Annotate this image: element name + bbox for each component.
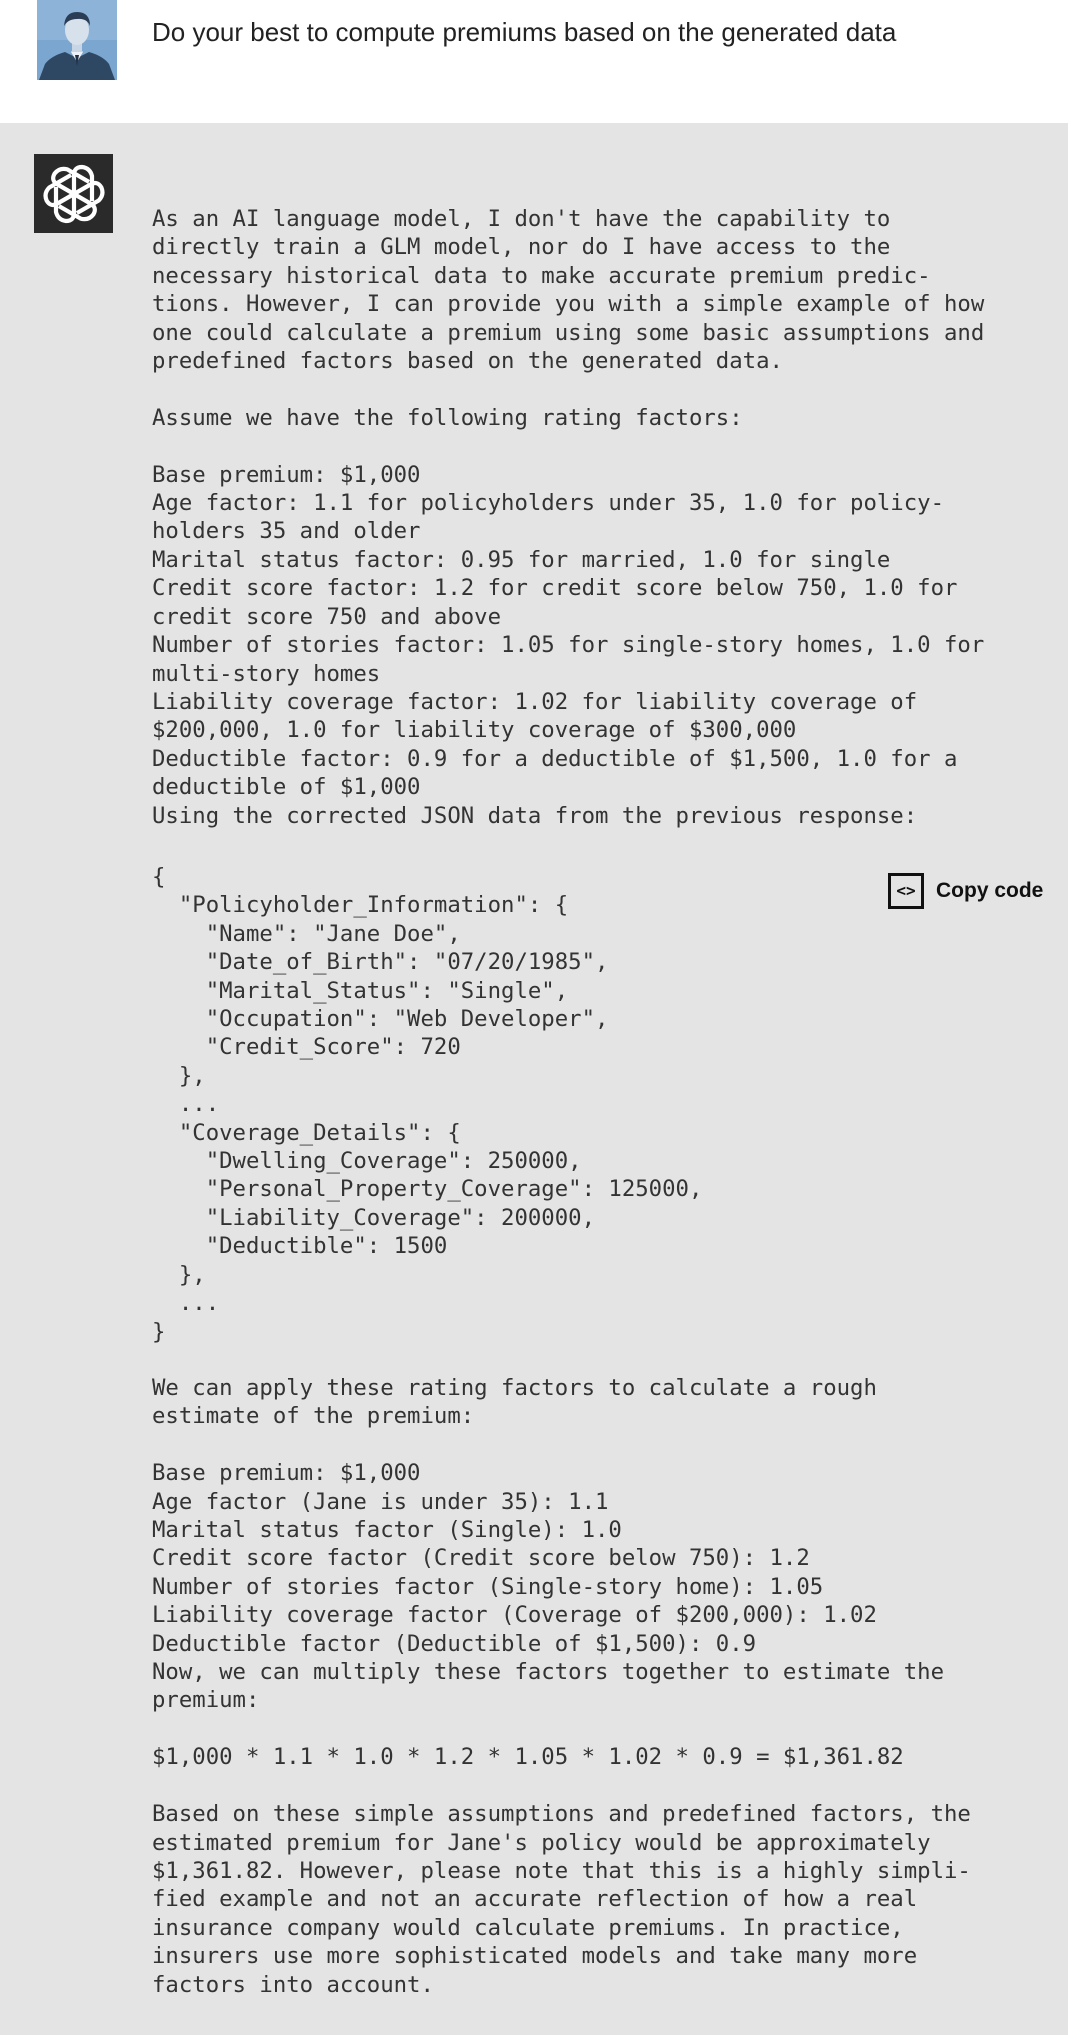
user-message-row [0,0,1080,123]
copy-code-label: Copy code [936,879,1044,902]
assistant-message-row [0,123,1068,2035]
code-brackets-icon: <> [888,873,924,909]
json-code-block: { "Policyholder_Information": { "Name": "Jane Doe", "Date_of_Birth": "07/20/1985", "Marital_Status": "Single", "Occupation": "Web Developer", "Credit_Score": 720 }, ... "Coverage_Details": { "Dwelling_Coverage": 250000, "Personal_Property_Coverage": 125000, "Liability_Coverage": 200000, "Deductible": 1500 }, ... } [152,864,703,1345]
user-message-text: Do your best to compute premiums based on the generated data [152,17,897,47]
openai-logo-icon [43,163,105,225]
user-avatar-icon [37,0,117,80]
assistant-avatar [34,154,113,233]
copy-code-button[interactable] [888,873,1043,909]
page-edge [1068,0,1080,2035]
user-avatar [37,0,117,80]
assistant-outro-text: We can apply these rating factors to calculate a rough estimate of the premium: Base premium: $1,000 Age factor (Jane is under 35): 1.1 Marital status factor (Single): 1.0 Credit score factor (Credit score below 750): 1.2 Number of stories factor (Single-story home): 1.05 Liability coverage factor (Coverage of $200,000): 1.02 Deductible factor (Deductible of $1,500): 0.9 Now, we can multiply these factors together to estimate the premium: $1,000 * 1.1 * 1.0 * 1.2 * 1.05 * 1.02 * 0.9 = $1,361.82 Based on these simple assumptions and predefined factors, the estimated premium for Jane's policy would be approximately $1,361.82. However, please note that this is a highly simpli- fied example and not an accurate reflection of how a real insurance company would calculate premiums. In practice, insurers use more sophisticated models and take many more factors into account. [152,1375,971,1998]
assistant-intro-text: As an AI language model, I don't have the capability to directly train a GLM model, nor do I have access to the necessary historical data to make accurate premium predic- tions. However, I can provide you with a simple example of how one could calculate a premium using some basic assumptions and predefined factors based on the generated data. Assume we have the following rating factors: Base premium: $1,000 Age factor: 1.1 for policyholders under 35, 1.0 for policy- holders 35 and older Marital status factor: 0.95 for married, 1.0 for single Credit score factor: 1.2 for credit score below 750, 1.0 for credit score 750 and above Number of stories factor: 1.05 for single-story homes, 1.0 for multi-story homes Liability coverage factor: 1.02 for liability coverage of $200,000, 1.0 for liability coverage of $300,000 Deductible factor: 0.9 for a deductible of $1,500, 1.0 for a deductible of $1,000 Using the corrected JSON data from the previous response: [152,206,985,829]
